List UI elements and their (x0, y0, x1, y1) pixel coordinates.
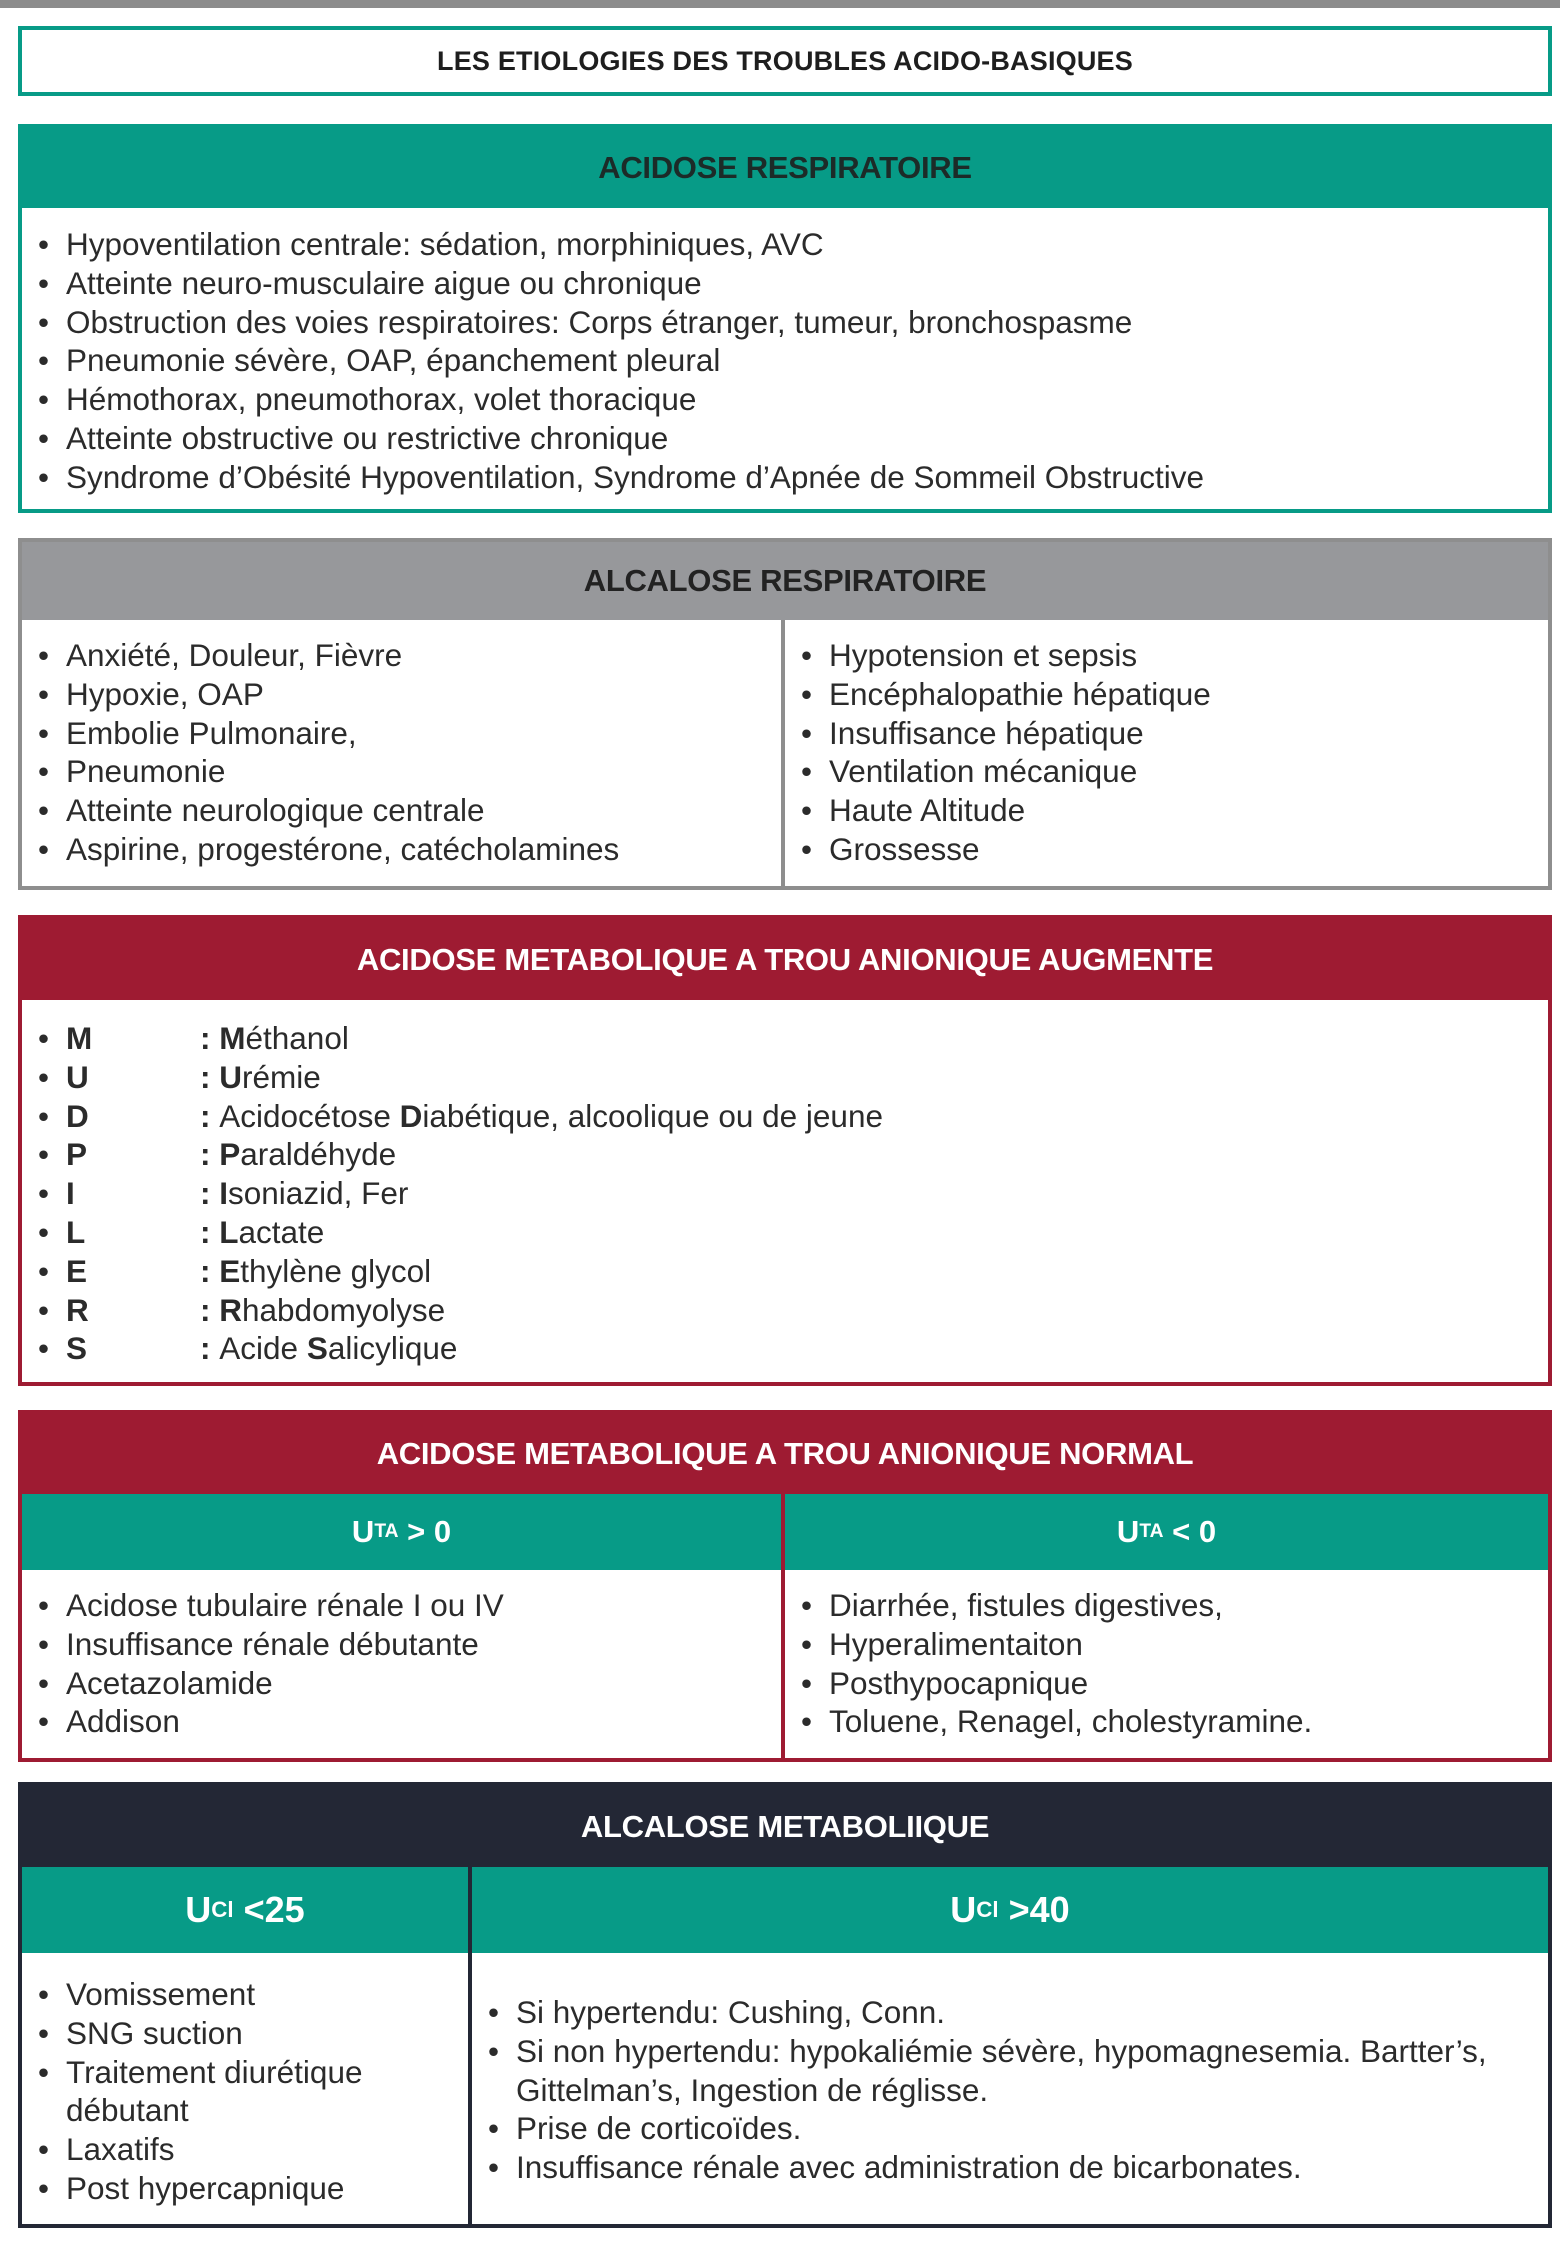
definition-rest: actate (238, 1213, 325, 1250)
right-column (472, 1867, 1548, 2224)
subheading-subscript: Cl (211, 1897, 234, 1922)
separator: : (200, 1020, 220, 1056)
list-item: • Encéphalopathie hépatique (785, 675, 1211, 714)
definition-rest: éthanol (245, 1020, 349, 1056)
subheading-condition: >40 (998, 1889, 1070, 1930)
list-item: • Hémothorax, pneumothorax, volet thoracique (22, 380, 1548, 419)
mnemonic-item (22, 1252, 1548, 1291)
subheading-u: U (351, 1514, 375, 1549)
definition-prefix: Acide (219, 1330, 307, 1367)
definition-rest: alicylique (327, 1330, 458, 1367)
mnemonic-item (22, 1058, 1548, 1097)
list-item: • Haute Altitude (785, 791, 1211, 830)
mnemonic-letter: S (66, 1330, 88, 1367)
list-item: • Toluene, Renagel, cholestyramine. (785, 1702, 1548, 1741)
list-item: • Posthypocapnique (785, 1664, 1548, 1703)
definition-prefix: Acidocétose (219, 1097, 400, 1134)
subheading-subscript: TA (374, 1521, 399, 1542)
list-item: • Traitement diurétique débutant (22, 2053, 468, 2131)
page-title: LES ETIOLOGIES DES TROUBLES ACIDO-BASIQUES (437, 45, 1133, 76)
list-item: • Atteinte obstructive ou restrictive chronique (22, 419, 1548, 458)
left-column (22, 1494, 785, 1758)
list-item: • Obstruction des voies respiratoires: Corps étranger, tumeur, bronchospasme (22, 303, 1548, 342)
section-acidose-metabolique-augmente (18, 915, 1552, 1386)
definition-highlight: M (219, 1020, 246, 1056)
section-heading: ALCALOSE RESPIRATOIRE (22, 542, 1548, 620)
definition-rest: iabétique, alcoolique ou de jeune (422, 1097, 883, 1134)
separator: : (200, 1097, 220, 1134)
mudpiles-list (22, 1000, 1548, 1368)
mnemonic-item (22, 1174, 1548, 1213)
mnemonic-letter: M (66, 1020, 93, 1056)
etiology-list (785, 636, 1211, 869)
definition-highlight: I (219, 1175, 229, 1212)
right-column (785, 1494, 1548, 1758)
etiology-list (22, 1570, 781, 1741)
mnemonic-letter: L (66, 1213, 86, 1250)
two-column-body (22, 620, 1548, 886)
separator: : (200, 1213, 220, 1250)
list-item: • Aspirine, progestérone, catécholamines (22, 830, 781, 869)
mnemonic-item (22, 1329, 1548, 1368)
definition-highlight: D (399, 1097, 423, 1134)
definition-highlight: E (219, 1252, 241, 1289)
section-alcalose-metabolique (18, 1782, 1552, 2228)
mnemonic-letter: E (66, 1252, 88, 1289)
etiology-list (472, 1953, 1548, 2187)
list-item: • Insuffisance hépatique (785, 714, 1211, 753)
definition-rest: soniazid, Fer (228, 1175, 409, 1212)
section-heading: ALCALOSE METABOLIIQUE (22, 1786, 1548, 1867)
definition-highlight: L (219, 1213, 239, 1250)
list-item: • Pneumonie sévère, OAP, épanchement pleural (22, 341, 1548, 380)
list-item: • Si hypertendu: Cushing, Conn. (472, 1993, 1488, 2032)
list-item: • Atteinte neuro-musculaire aigue ou chronique (22, 264, 1548, 303)
list-item: • Si non hypertendu: hypokaliémie sévère, hypomagnesemia. Bartter’s, Gittelman’s, Ingestion de réglisse. (472, 2032, 1488, 2110)
etiology-list (22, 1953, 468, 2208)
mnemonic-item (22, 1135, 1548, 1174)
section-heading: ACIDOSE METABOLIQUE A TROU ANIONIQUE AUGMENTE (22, 919, 1548, 1000)
list-item: • Anxiété, Douleur, Fièvre (22, 636, 781, 675)
column-subheading-ucl-high (472, 1867, 1548, 1953)
definition-rest: thylène glycol (240, 1252, 432, 1289)
subheading-u: U (1116, 1514, 1140, 1549)
subheading-u: U (185, 1889, 212, 1930)
list-item: • Insuffisance rénale débutante (22, 1625, 781, 1664)
column-subheading-ucl-low (22, 1867, 468, 1953)
etiology-list (22, 208, 1548, 497)
list-item: • Atteinte neurologique centrale (22, 791, 781, 830)
section-alcalose-respiratoire (18, 538, 1552, 890)
list-item: • SNG suction (22, 2014, 468, 2053)
etiology-list (785, 1570, 1548, 1741)
list-item: • Ventilation mécanique (785, 752, 1211, 791)
list-item: • Vomissement (22, 1975, 468, 2014)
list-item: • Hyperalimentaiton (785, 1625, 1548, 1664)
list-item: • Diarrhée, fistules digestives, (785, 1586, 1548, 1625)
mnemonic-letter: U (66, 1058, 89, 1095)
definition-highlight: U (219, 1058, 242, 1095)
separator: : (200, 1330, 220, 1367)
list-item: • Addison (22, 1702, 781, 1741)
list-item: • Post hypercapnique (22, 2169, 468, 2208)
separator: : (200, 1058, 220, 1095)
mnemonic-item (22, 1097, 1548, 1136)
left-column (22, 1867, 472, 2224)
subheading-condition: < 0 (1163, 1514, 1217, 1549)
subheading-condition: <25 (233, 1889, 305, 1930)
column-subheading-uta-negative (785, 1494, 1548, 1570)
subheading-subscript: TA (1139, 1521, 1164, 1542)
list-item: • Hypotension et sepsis (785, 636, 1211, 675)
mnemonic-letter: D (66, 1097, 89, 1134)
section-acidose-respiratoire (18, 124, 1552, 513)
separator: : (200, 1175, 220, 1212)
section-heading: ACIDOSE METABOLIQUE A TROU ANIONIQUE NORMAL (22, 1414, 1548, 1494)
mnemonic-item (22, 1213, 1548, 1252)
list-item: • Insuffisance rénale avec administration de bicarbonates. (472, 2148, 1488, 2187)
list-item: • Pneumonie (22, 752, 781, 791)
two-column-body (22, 1494, 1548, 1758)
list-item: • Prise de corticoïdes. (472, 2109, 1488, 2148)
etiology-list (22, 636, 781, 869)
mnemonic-item (22, 1291, 1548, 1330)
list-item: • Embolie Pulmonaire, (22, 714, 781, 753)
definition-highlight: S (306, 1330, 328, 1367)
definition-rest: habdomyolyse (242, 1291, 446, 1328)
right-column (785, 620, 1211, 886)
definition-rest: rémie (242, 1058, 321, 1095)
left-column (22, 620, 785, 886)
separator: : (200, 1136, 220, 1173)
list-item: • Hypoventilation centrale: sédation, morphiniques, AVC (22, 225, 1548, 264)
definition-highlight: P (219, 1136, 241, 1173)
mnemonic-letter: P (66, 1136, 88, 1173)
page-title-box (18, 26, 1552, 96)
list-item: • Hypoxie, OAP (22, 675, 781, 714)
subheading-condition: > 0 (398, 1514, 452, 1549)
list-item: • Syndrome d’Obésité Hypoventilation, Syndrome d’Apnée de Sommeil Obstructive (22, 458, 1548, 497)
subheading-subscript: Cl (976, 1897, 999, 1922)
list-item: • Acetazolamide (22, 1664, 781, 1703)
mnemonic-item (22, 1019, 1548, 1058)
two-column-body (22, 1867, 1548, 2224)
subheading-u: U (950, 1889, 977, 1930)
separator: : (200, 1252, 220, 1289)
section-heading: ACIDOSE RESPIRATOIRE (22, 128, 1548, 208)
mnemonic-letter: I (66, 1175, 75, 1212)
list-item: • Laxatifs (22, 2130, 468, 2169)
top-bar (0, 0, 1560, 8)
separator: : (200, 1291, 220, 1328)
column-subheading-uta-positive (22, 1494, 781, 1570)
mnemonic-letter: R (66, 1291, 89, 1328)
list-item: • Grossesse (785, 830, 1211, 869)
list-item: • Acidose tubulaire rénale I ou IV (22, 1586, 781, 1625)
section-acidose-metabolique-normal (18, 1410, 1552, 1762)
definition-rest: araldéhyde (240, 1136, 397, 1173)
definition-highlight: R (219, 1291, 242, 1328)
